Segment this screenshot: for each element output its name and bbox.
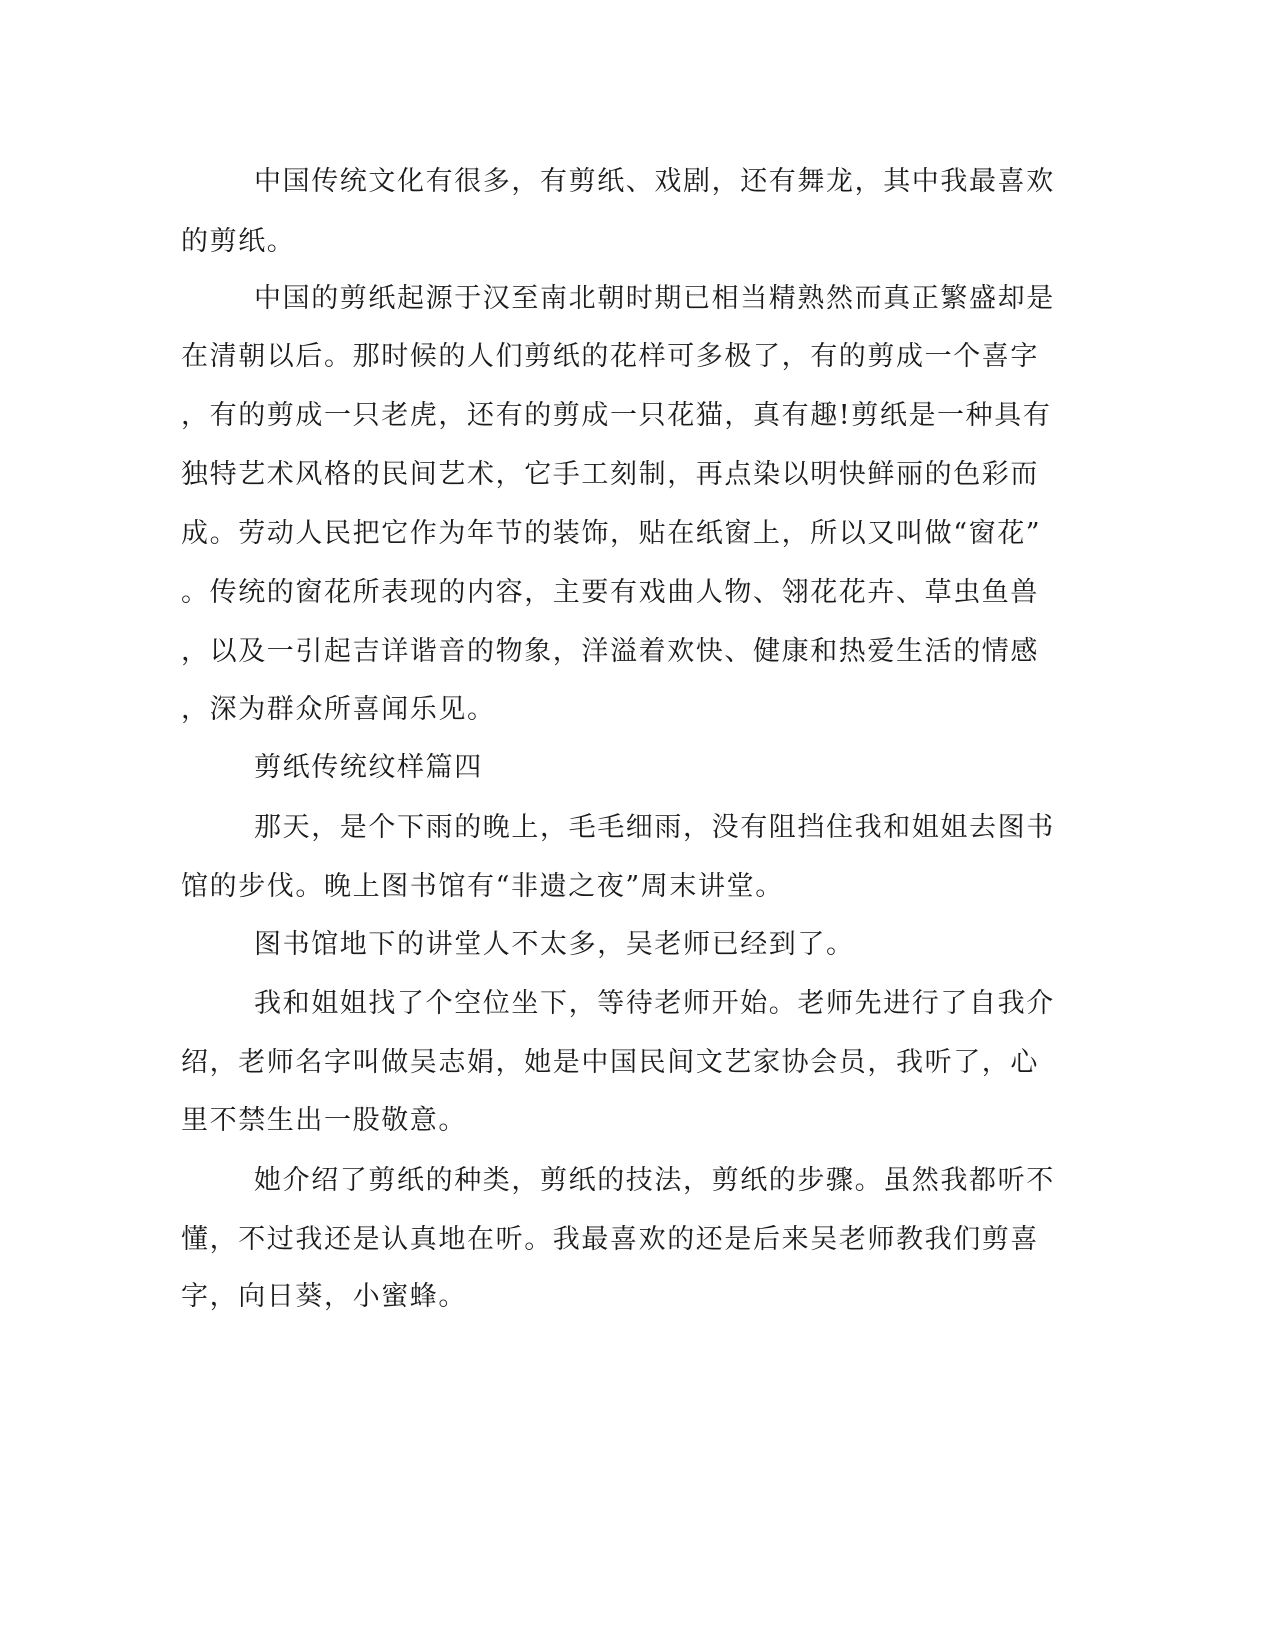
text-line: 的剪纸。 <box>181 226 296 257</box>
text-line: 里不禁生出一股敬意。 <box>181 1105 467 1136</box>
text-line: 独特艺术风格的民间艺术，它手工刻制，再点染以明快鲜丽的色彩而 <box>181 459 1039 490</box>
text-line: 字，向日葵，小蜜蜂。 <box>181 1281 467 1312</box>
text-line: 她介绍了剪纸的种类，剪纸的技法，剪纸的步骤。虽然我都听不 <box>254 1165 1055 1196</box>
text-line: 在清朝以后。那时候的人们剪纸的花样可多极了，有的剪成一个喜字 <box>181 341 1039 372</box>
text-line: 馆的步伐。晚上图书馆有“非遗之夜”周末讲堂。 <box>181 871 784 902</box>
text-line: 图书馆地下的讲堂人不太多，吴老师已经到了。 <box>254 929 855 960</box>
text-line: 那天，是个下雨的晚上，毛毛细雨，没有阻挡住我和姐姐去图书 <box>254 812 1055 843</box>
text-line: 。传统的窗花所表现的内容，主要有戏曲人物、翎花花卉、草虫鱼兽 <box>181 577 1039 608</box>
text-line: ，深为群众所喜闻乐见。 <box>181 694 496 725</box>
text-line: 中国传统文化有很多，有剪纸、戏剧，还有舞龙，其中我最喜欢 <box>254 166 1055 197</box>
text-line: 成。劳动人民把它作为年节的装饰，贴在纸窗上，所以又叫做“窗花” <box>181 518 1042 549</box>
text-line: ，以及一引起吉详谐音的物象，洋溢着欢快、健康和热爱生活的情感 <box>181 636 1039 667</box>
text-line: ，有的剪成一只老虎，还有的剪成一只花猫，真有趣!剪纸是一种具有 <box>181 400 1052 431</box>
text-line: 中国的剪纸起源于汉至南北朝时期已相当精熟然而真正繁盛却是 <box>254 283 1055 314</box>
section-heading: 剪纸传统纹样篇四 <box>254 752 483 783</box>
text-line: 懂，不过我还是认真地在听。我最喜欢的还是后来吴老师教我们剪喜 <box>181 1224 1039 1255</box>
text-line: 我和姐姐找了个空位坐下，等待老师开始。老师先进行了自我介 <box>254 988 1055 1019</box>
text-line: 绍，老师名字叫做吴志娟，她是中国民间文艺家协会员，我听了，心 <box>181 1047 1039 1078</box>
